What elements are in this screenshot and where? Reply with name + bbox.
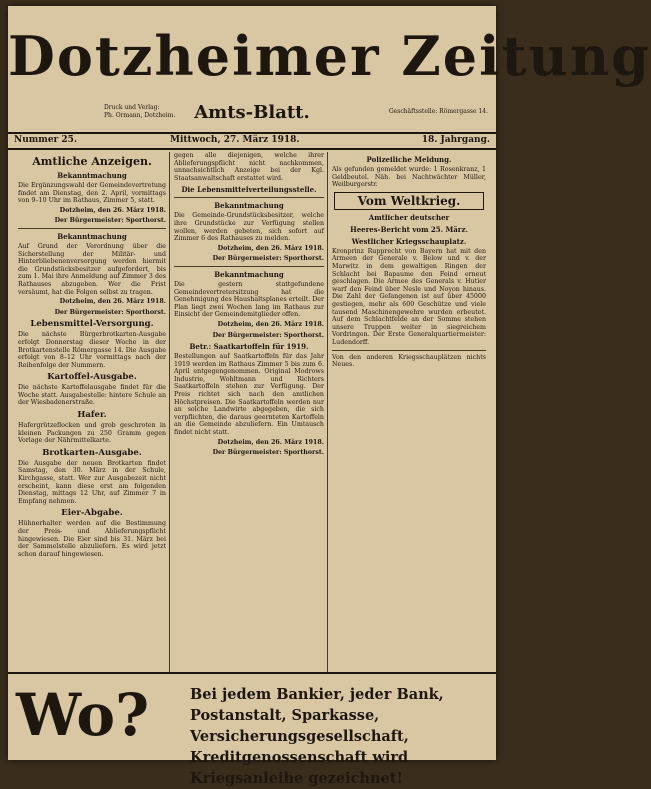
divider xyxy=(174,266,324,267)
notice-title: Bekanntmachung xyxy=(214,269,284,279)
divider xyxy=(174,197,324,198)
notice-text: Die nächste Bürgerbrotkarten-Ausgabe erfolgt Donnerstag dieser Woche in der Brotkartenstelle Römergasse 14. Die Ausgabe erfolgt von 8–12 Uhr vormittags nach der Reihenfolge der Nummern. xyxy=(18,331,166,369)
notice-signature: Der Bürgermeister: Sporthorst. xyxy=(212,255,324,263)
section-heading: Eier-Abgabe. xyxy=(61,508,123,519)
report-closing: Von den anderen Kriegsschauplätzen nichts Neues. xyxy=(332,353,486,369)
section-heading: Hafer. xyxy=(77,410,107,421)
notice-title: Bekanntmachung xyxy=(57,171,127,180)
report-subheading: Westlicher Kriegsschauplatz. xyxy=(351,236,467,246)
imprint-line-2: Ph. Ormann, Dotzheim. xyxy=(104,112,176,119)
divider xyxy=(332,350,486,351)
report-subheading: Amtlicher deutscher xyxy=(368,212,450,222)
notice-text: Die Ausgabe der neuen Brotkarten findet Samstag, den 30. März in der Schule, Kirchgasse, statt. Wer zur Ausgabezeit nicht erscheint, kann diese erst am folgenden Dienstag, mittags 12 Uhr, auf Zimmer 7 in Empfang nehmen. xyxy=(18,459,166,505)
report-subheading: Heeres-Bericht vom 25. März. xyxy=(350,224,468,234)
dateline-bar xyxy=(8,132,496,150)
notice-text: Die nächste Kartoffelausgabe findet für die Woche statt. Ausgabestelle: hintere Schule an der Wiesbadenerstraße. xyxy=(18,384,166,407)
notice-text: Die Ergänzungswahl der Gemeindevertretung findet am Dienstag, den 2. April, vormittags von 9–10 Uhr im Rathaus, Zimmer 5, statt. xyxy=(18,182,166,205)
notice-date: Dotzheim, den 26. März 1918. xyxy=(59,298,166,306)
notice-text: gegen alle diejenigen, welche ihrer Ablieferungspflicht nicht nachkommen, unnachsichtlich Anzeige bei der Kgl. Staatsanwaltschaft erstattet wird. xyxy=(174,152,324,182)
notice-text: Auf Grund der Verordnung über die Sicherstellung der Militär- und Hinterbliebenenversorgung werden hiermit die Grundstücksbesitzer aufgefordert, bis zum 1. Mai ihre Anmeldung auf Zimmer 3 des Rathauses abzugeben. Wer die Frist versäumt, hat die Folgen selbst zu tragen. xyxy=(18,242,166,296)
column-official-notices-continued xyxy=(174,152,324,672)
section-heading: Polizeiliche Meldung. xyxy=(366,155,452,164)
ad-question: Wo? xyxy=(16,681,150,749)
notice-date: Dotzheim, den 26. März 1918. xyxy=(217,438,324,446)
newspaper-title: Dotzheimer Zeitung xyxy=(8,24,651,88)
notice-date: Dotzheim, den 26. März 1918. xyxy=(59,206,166,214)
column-rule xyxy=(169,152,170,672)
section-heading: Kartoffel-Ausgabe. xyxy=(47,372,137,383)
section-heading: Betr.: Saatkartoffeln für 1919. xyxy=(189,342,309,352)
notice-title: Bekanntmachung xyxy=(214,201,284,211)
notice-title: Bekanntmachung xyxy=(57,231,127,241)
newspaper-subtitle: Amts-Blatt. xyxy=(194,102,310,123)
notice-date: Dotzheim, den 26. März 1918. xyxy=(217,320,324,328)
notice-signature: Der Bürgermeister: Sporthorst. xyxy=(212,331,324,339)
section-heading: Brotkarten-Ausgabe. xyxy=(42,447,142,458)
notice-signature: Der Bürgermeister: Sporthorst. xyxy=(54,217,166,225)
masthead xyxy=(8,6,651,134)
notice-signature: Der Bürgermeister: Sporthorst. xyxy=(212,449,324,457)
issue-date: Mittwoch, 27. März 1918. xyxy=(170,135,300,145)
divider xyxy=(18,228,166,229)
ad-text: Bei jedem Bankier, jeder Bank, Postanstalt, Sparkasse, Versicherungsgesellschaft, Kreditgenossenschaft wird Kriegsanleihe gezeichnet! xyxy=(190,686,444,787)
notice-text: Als gefunden gemeldet wurde: 1 Rosenkranz, 1 Geldbeutel. Näh. bei Nachtwächter Müller, Weilburgerstr. xyxy=(332,166,486,189)
column-official-notices xyxy=(18,152,166,672)
column-war-news xyxy=(332,152,486,672)
notice-text: Hühnerhalter werden auf die Bestimmung der Preis- und Ablieferungspflicht hingewiesen. Die Eier sind bis 31. März bei der Sammelstelle abzuliefern. Es wird jetzt schon darauf hingewiesen. xyxy=(18,520,166,558)
notice-text: Hafergrützeflocken und grob geschroten in kleinen Packungen zu 250 Gramm gegen Vorlage der Nährmittelkarte. xyxy=(18,422,166,445)
imprint-line-1: Druck und Verlag: xyxy=(104,104,160,111)
office-address: Geschäftsstelle: Römergasse 14. xyxy=(388,108,488,115)
column-rule xyxy=(327,152,328,672)
war-bond-advertisement xyxy=(8,672,496,787)
report-text: Kronprinz Rupprecht von Bayern hat mit den Armeen der Generale v. Below und v. der Marwitz in dem gewaltigen Ringen der Schlacht bei Bapaume den Feind erneut geschlagen. Die Armee des Generals v. Hutier warf den Feind über Nesle und Noyon hinaus. Die Zahl der Gefangenen ist auf über 45000 gestiegen, mehr als 600 Geschütze und viele tausend Maschinengewehre wurden erbeutet. Auf dem Schlachtfelde an der Somme stehen unsere Truppen weiter in siegreichem Vordringen. Der Erste Generalquartiermeister: Ludendorff. xyxy=(332,247,486,346)
notice-text: Die Gemeinde-Grundstücksbesitzer, welche ihre Grundstücke zur Verfügung stellen wollen, werden gebeten, sich sofort auf Zimmer 6 des Rathauses zu melden. xyxy=(174,212,324,243)
newspaper-page xyxy=(8,6,651,787)
notice-text: Bestellungen auf Saatkartoffeln für das Jahr 1919 werden im Rathaus Zimmer 5 bis zum 6. April entgegengenommen. Original Modrows Industrie, Wohltmann und Richters Saatkartoffeln stehen zur Verfügung. Der Preis richtet sich nach den amtlichen Höchstpreisen. Die Saatkartoffeln werden nur an solche Landwirte abgegeben, die sich verpflichten, die daraus geernteten Kartoffeln an die Gemeinde abzuliefern. Ein Umtausch findet nicht statt. xyxy=(174,353,324,437)
war-news-heading: Vom Weltkrieg. xyxy=(334,192,484,210)
issue-number: Nummer 25. xyxy=(14,135,78,145)
notice-signature: Der Bürgermeister: Sporthorst. xyxy=(54,308,166,316)
notice-date: Dotzheim, den 26. März 1918. xyxy=(217,244,324,252)
volume-number: 18. Jahrgang. xyxy=(421,135,490,145)
section-heading: Die Lebensmittelverteilungsstelle. xyxy=(181,185,317,195)
section-heading: Lebensmittel-Versorgung. xyxy=(30,319,154,330)
section-heading: Amtliche Anzeigen. xyxy=(32,155,152,168)
notice-text: Die gestern stattgefundene Gemeindevertretersitzung hat die Genehmigung des Haushaltsplanes erteilt. Der Plan liegt zwei Wochen lang im Rathaus zur Einsicht der Gemeindemitglieder offen. xyxy=(174,280,325,319)
